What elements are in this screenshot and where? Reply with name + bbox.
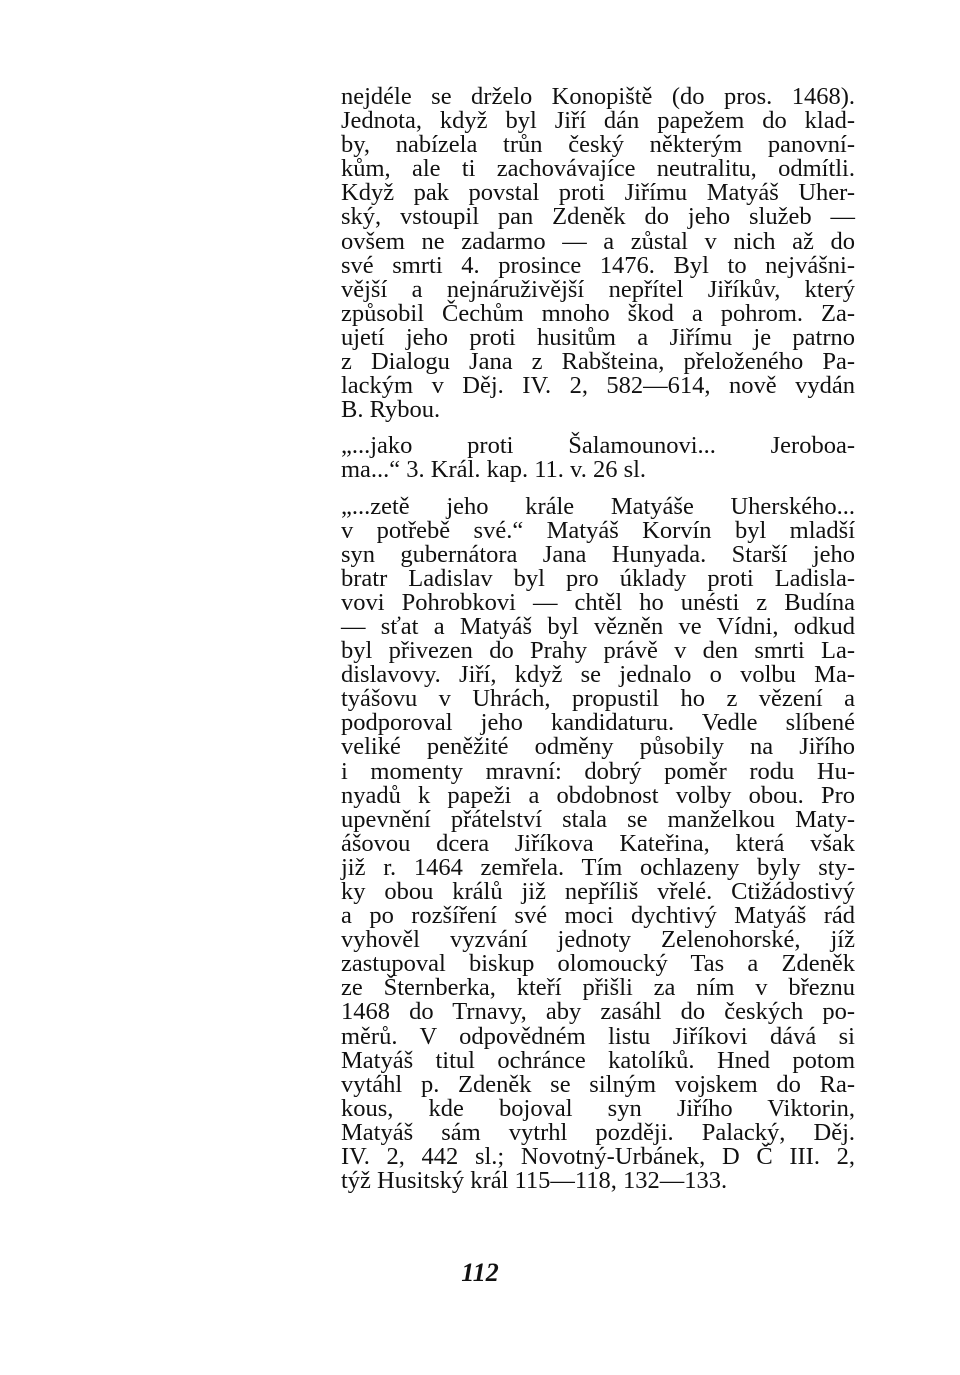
text-column — [341, 85, 855, 1193]
text-line: byl přivezen do Prahy právě v den smrti La- — [341, 637, 855, 665]
text-line: ovšem ne zadarmo — a zůstal v nich až do — [341, 227, 855, 255]
text-line: zastupoval biskup olomoucký Tas a Zdeněk — [341, 950, 855, 978]
text-line: Když pak povstal proti Jiřímu Matyáš Uher- — [341, 179, 855, 207]
paragraph-konopiste — [341, 85, 855, 422]
text-line: IV. 2, 442 sl.; Novotný-Urbánek, D Č III. 2, — [341, 1143, 855, 1171]
text-line: Matyáš titul ochránce katolíků. Hned potom — [341, 1046, 855, 1074]
text-line: ášovou dcera Jiříkova Kateřina, která však — [341, 829, 855, 857]
text-line: Jednota, když byl Jiří dán papežem do klad- — [341, 107, 855, 135]
text-line: vyhověl vyzvání jednoty Zelenohorské, jíž — [341, 926, 855, 954]
text-line: „...jako proti Šalamounovi... Jeroboa- — [341, 432, 855, 460]
text-line: podporoval jeho kandidaturu. Vedle slíbené — [341, 709, 855, 737]
text-line: „...zetě jeho krále Matyáše Uherského... — [341, 492, 855, 520]
text-line: tyášovu v Uhrách, propustil ho z vězení a — [341, 685, 855, 713]
text-line: kous, kde bojoval syn Jiřího Viktorin, — [341, 1094, 855, 1122]
text-line: ský, vstoupil pan Zdeněk do jeho služeb — — [341, 203, 855, 231]
text-line: 1468 do Trnavy, aby zasáhl do českých po- — [341, 998, 855, 1026]
text-line: v potřebě své.“ Matyáš Korvín byl mladší — [341, 516, 855, 544]
text-line: Matyáš sám vytrhl později. Palacký, Děj. — [341, 1118, 855, 1146]
text-line: týž Husitský král 115—118, 132—133. — [341, 1167, 728, 1195]
text-line: měrů. V odpovědném listu Jiříkovi dává si — [341, 1022, 855, 1050]
text-line: bratr Ladislav byl pro úklady proti Ladisla- — [341, 564, 855, 592]
text-line: by, nabízela trůn český některým panovní- — [341, 131, 855, 159]
text-line: i momenty mravní: dobrý poměr rodu Hu- — [341, 757, 855, 785]
text-line: ky obou králů již nepříliš vřelé. Ctižádostivý — [341, 878, 855, 905]
text-line: z Dialogu Jana z Rabšteina, přeloženého Pa- — [341, 348, 855, 376]
text-line: způsobil Čechům mnoho škod a pohrom. Za- — [341, 299, 855, 327]
text-line: ze Šternberka, kteří přišli za ním v březnu — [341, 974, 855, 1002]
text-line: nyadů k papeži a obdobnost volby obou. Pro — [341, 781, 855, 809]
page-number: 112 — [461, 1258, 499, 1287]
text-line: a po rozšíření své moci dychtivý Matyáš rád — [341, 902, 855, 930]
text-line: veliké peněžité odměny působily na Jiřího — [341, 733, 855, 761]
text-line: lackým v Děj. IV. 2, 582—614, nově vydán — [341, 372, 855, 400]
text-line: nejdéle se drželo Konopiště (do pros. 1468). — [341, 83, 855, 110]
text-line: své smrti 4. prosince 1476. Byl to nejvášni- — [341, 251, 855, 279]
text-line: již r. 1464 zemřela. Tím ochlazeny byly sty- — [341, 853, 855, 881]
text-line: ujetí jeho proti husitům a Jiřímu je patrno — [341, 323, 855, 351]
text-line: ma...“ 3. Král. kap. 11. v. 26 sl. — [341, 456, 647, 484]
text-line: vovi Pohrobkovi — chtěl ho unésti z Budína — [341, 588, 855, 616]
text-line: dislavovy. Jiří, když se jednalo o volbu Ma- — [341, 661, 855, 689]
text-line: syn gubernátora Jana Hunyada. Starší jeho — [341, 540, 855, 568]
text-line: vytáhl p. Zdeněk se silným vojskem do Ra- — [341, 1070, 855, 1098]
text-line: B. Rybou. — [341, 396, 441, 424]
text-line: kům, ale ti zachovávajíce neutralitu, odmítli. — [341, 155, 855, 183]
text-line: vější a nejnáruživější nepřítel Jiříkův, který — [341, 275, 855, 303]
text-line: — sťat a Matyáš byl vězněn ve Vídni, odkud — [341, 612, 855, 640]
paragraph-matyas — [341, 492, 855, 1195]
text-line: upevnění přátelství stala se manželkou Maty- — [341, 805, 855, 833]
paragraph-jeroboam-quote — [341, 434, 855, 482]
